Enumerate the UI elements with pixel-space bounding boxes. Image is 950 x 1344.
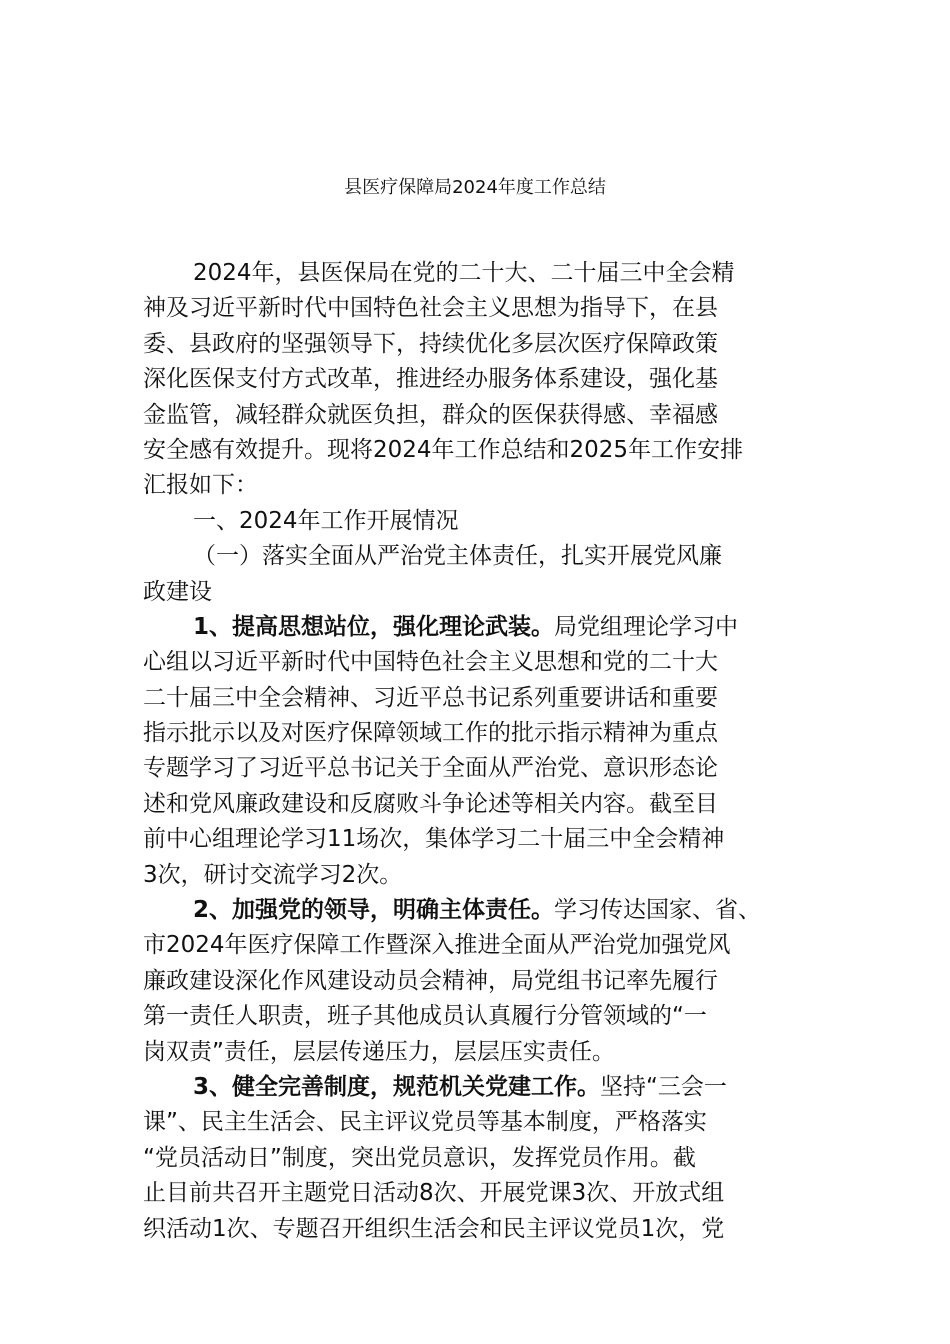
line-text: （一）落实全面从严治党主体责任，扎实开展党风廉: [193, 543, 722, 570]
body-line: [143, 1105, 813, 1140]
line-text: 课”、民主生活会、民主评议党员等基本制度，严格落实: [143, 1109, 707, 1136]
line-text: 岗双责”责任，层层传递压力，层层压实责任。: [143, 1038, 615, 1065]
line-text: 2024年，县医保局在党的二十大、二十届三中全会精: [193, 260, 735, 286]
line-text: 专题学习了习近平总书记关于全面从严治党、意识形态论: [143, 755, 718, 782]
line-text: 廉政建设深化作风建设动员会精神，局党组书记率先履行: [143, 967, 718, 994]
line-text: 3次，研讨交流学习2次。: [143, 861, 403, 888]
body-line: [143, 999, 813, 1034]
body-line: [143, 1176, 813, 1211]
line-text: 委、县政府的坚强领导下，持续优化多层次医疗保障政策: [143, 330, 718, 357]
line-text: 指示批示以及对医疗保障领域工作的批示指示精神为重点: [143, 720, 718, 747]
line-text: 二十届三中全会精神、习近平总书记系列重要讲话和重要: [143, 684, 718, 711]
section-heading: 2、加强党的领导，明确主体责任。: [193, 897, 555, 924]
body-line: [143, 964, 813, 999]
body-line: [143, 858, 813, 893]
body-line: [143, 822, 813, 857]
body-line: [143, 716, 813, 751]
body-line: [143, 751, 813, 786]
line-text: 前中心组理论学习11场次，集体学习二十届三中全会精神: [143, 826, 725, 853]
body-line: [143, 398, 813, 433]
line-text: 神及习近平新时代中国特色社会主义思想为指导下，在县: [143, 295, 718, 322]
body-line: [143, 610, 813, 645]
line-text: 深化医保支付方式改革，推进经办服务体系建设，强化基: [143, 366, 718, 393]
body-line: [143, 1035, 813, 1070]
body-line: [143, 1070, 813, 1105]
line-text: 政建设: [143, 578, 212, 605]
body-line: [143, 362, 813, 397]
section-heading: 1、提高思想站位，强化理论武装。: [193, 613, 555, 640]
body-line: [143, 1212, 813, 1247]
body-line: [143, 575, 813, 610]
body-line: [143, 893, 813, 928]
line-text: 局党组理论学习中: [554, 613, 739, 640]
line-text: 心组以习近平新时代中国特色社会主义思想和党的二十大: [143, 649, 718, 676]
body-line: [143, 539, 813, 574]
body-line: [143, 787, 813, 822]
line-text: 学习传达国家、省、: [554, 897, 762, 924]
body-line: [143, 291, 813, 326]
body-line: [143, 645, 813, 680]
line-text: 安全感有效提升。现将2024年工作总结和2025年工作安排: [143, 436, 744, 463]
line-text: 汇报如下：: [143, 472, 258, 499]
document-title: 县医疗保障局2024年度工作总结: [344, 177, 606, 198]
body-line: [143, 1141, 813, 1176]
line-text: 市2024年医疗保障工作暨深入推进全面从严治党加强党风: [143, 932, 731, 959]
body-line: [143, 468, 813, 503]
line-text: 述和党风廉政建设和反腐败斗争论述等相关内容。截至目: [143, 790, 718, 817]
body-line: [143, 256, 813, 291]
line-text: “党员活动日”制度，突出党员意识，发挥党员作用。截: [143, 1144, 696, 1171]
body-line: [143, 504, 813, 539]
line-text: 第一责任人职责，班子其他成员认真履行分管领域的“一: [143, 1003, 707, 1030]
section-heading: 3、健全完善制度，规范机关党建工作。: [193, 1073, 601, 1100]
line-text: 金监管，减轻群众就医负担，群众的医保获得感、幸福感: [143, 401, 718, 428]
line-text: 一、2024年工作开展情况: [193, 507, 459, 534]
line-text: 坚持“三会一: [600, 1073, 727, 1100]
body-line: [143, 681, 813, 716]
document-body: [143, 256, 813, 1247]
body-line: [143, 327, 813, 362]
line-text: 止目前共召开主题党日活动8次、开展党课3次、开放式组: [143, 1180, 725, 1207]
body-line: [143, 928, 813, 963]
body-line: [143, 433, 813, 468]
line-text: 织活动1次、专题召开组织生活会和民主评议党员1次，党: [143, 1215, 725, 1242]
